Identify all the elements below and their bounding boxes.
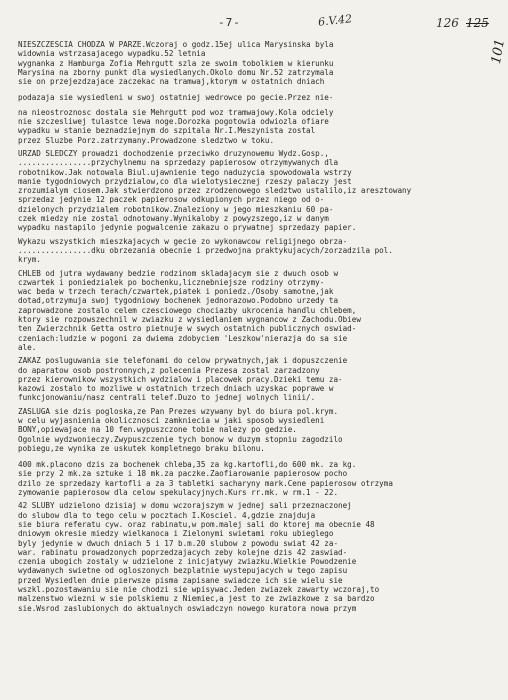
text-line: czenia ubogich zostaly w udzielone z inicjatywy zwiazku.Wielkie Powodzenie — [18, 557, 357, 567]
text-line: sie przy 2 mk.za sztuke i 18 mk.za paczke.Zaofiarowanie papierosow pocho — [18, 469, 348, 479]
paragraph — [18, 40, 470, 86]
text-line: sie.Wsrod zaslubionych do aktualnych oswiadczyn nowego kuratora nowa przym — [18, 603, 357, 613]
text-line: war. rabinatu prowadzonych poprzedzajacych zeby kolejne dzis 42 zaswiad- — [18, 547, 348, 557]
document-body — [18, 40, 470, 613]
text-line: Marysina na zborny punkt dla wysiedlanych.Okolo domu Nr.52 zatrzymala — [18, 67, 334, 77]
text-line: ................przychylnemu na sprzedazy papierosow otrzymywanych dla — [18, 158, 339, 168]
text-line: URZAD SLEDCZY prowadzi dochodzenie przeciwko druzynowemu Wydz.Gosp., — [18, 148, 329, 158]
text-line: wypadku nastapilo jedynie pogwalcenie zakazu o prywatnej sprzedazy papier. — [18, 223, 357, 233]
text-line: do aparatow osob postronnych,z polecenia Prezesa zostal zarzadzony — [18, 365, 320, 375]
text-line: sie biura referatu cyw. oraz rabinatu,w pom.malej sali do ktorej ma obecnie 48 — [18, 519, 375, 529]
paragraph — [18, 501, 470, 613]
paragraph — [18, 356, 470, 402]
handwritten-side-number: 101 — [488, 37, 508, 66]
text-line: czwartek i poniedzialek po bochenku,licznebniejsze rodziny otrzymy- — [18, 277, 325, 287]
paragraph — [18, 460, 470, 497]
text-line: ZASLUGA sie dzis pogloska,ze Pan Prezes wzywany byl do biura pol.krym. — [18, 406, 339, 416]
text-line: nie szczesliwej tulastce lewa noge.Dorozka pogotowia odwiozla ofiare — [18, 117, 329, 127]
text-line: dzilo ze sprzedazy kartofli a za 3 tabletki sacharyny mark.Cene papierosow otrzyma — [18, 478, 393, 488]
text-line: do slubow dla to tego celu w pocztach I.Kosciel. 4,gdzie znajduja — [18, 510, 316, 520]
text-line: krym. — [18, 255, 41, 265]
text-line: manie tygodniowych przydzialow,co dla wielotysiecznej rzeszy palaczy jest — [18, 176, 352, 186]
text-line: przed Wysiedlen dnie pierwsze pisma zapisane swiadcze ich sie wielu sie — [18, 575, 343, 585]
text-line: przez kierownikow wszystkich wydzialow i placowek pracy.Dzieki temu za- — [18, 374, 343, 384]
text-line: pobiegu,ze wynika ze uskutek kompletnego braku bilonu. — [18, 443, 265, 453]
paragraph-gap — [18, 453, 470, 460]
text-line: Wykazu wszystkich mieszkajacych w gecie zo wykonawcow religijnego obrza- — [18, 236, 348, 246]
paragraph — [18, 93, 470, 144]
text-line: wydawanych swietne od ogloszonych bezplatnie wystepujacych w tego zapisu — [18, 566, 348, 576]
text-line: ten Zwierzchnik Getta ostro pietnuje w swych ostatnich publicznych oswiad- — [18, 324, 357, 334]
paragraph — [18, 269, 470, 353]
paragraph — [18, 237, 470, 265]
handwritten-archive-number-crossed: 125 — [466, 16, 489, 30]
text-line: zaprowadzone zostalo celem czesciowego chociazby ukrocenia handlu chlebem, — [18, 305, 357, 315]
text-line: dotad,otrzymuja swoj tygodniowy bochenek jednorazowo.Podobno urzedy ta — [18, 296, 339, 306]
page-number: -7- — [218, 16, 241, 29]
text-line: CHLEB od jutra wydawany bedzie rodzinom skladajacym sie z dwuch osob w — [18, 268, 339, 278]
paragraph — [18, 149, 470, 233]
text-line: NIESZCZESCIA CHODZA W PARZE.Wczoraj o godz.15ej ulica Marysinska byla — [18, 40, 334, 49]
text-line: kazowi zostalo to mozliwe w ostatnich trzech dniach uzyskac poprawe w — [18, 384, 334, 394]
text-line: dniowym okresie miedzy wielkanoca i Zielonymi swietami roku ubieglego — [18, 529, 334, 539]
text-line: BONY,opiewajace na 10 fen.wypuszczone tobie nalezy po gedzie. — [18, 425, 297, 435]
text-line: ZAKAZ posluguwania sie telefonami do celow prywatnych,jak i dopuszczenie — [18, 356, 348, 366]
text-line: przez Sluzbe Porz.zatrzymany.Prowadzone sledztwo w toku. — [18, 135, 275, 145]
text-line: ktory sie rozpowszechnil w zwiazku z wysiedlaniem wygnancow z Zachodu.Obiew — [18, 315, 361, 325]
text-line: czek miedzy nie zostal odnotowany.Wynikaloby z powyzszego,iz w danym — [18, 214, 329, 224]
text-line: widownia wstrzasajacego wypadku.52 letnia — [18, 49, 206, 59]
text-line: wszkl.pozostawaniu sie nie chodzi sie wpisywac.Jeden zwiazek zawarty wczoraj,to — [18, 585, 380, 595]
text-line: zrozumialym ciosem.Jak stwierdzono przez zrodzenowego sledztwo ustalilo,iz aresztowany — [18, 186, 412, 196]
text-line: malzenstwo wiezni w sie polskiemu z Niemiec,a jest to ze zwiazkowe z sa bardzo — [18, 594, 375, 604]
paragraph-gap — [18, 86, 470, 93]
paragraph — [18, 407, 470, 453]
text-line: czeniach:ludzie w pogoni za dwiema zdobyciem 'Leszkow'nierazja do sa sie — [18, 333, 348, 343]
handwritten-archive-number: 126 — [436, 16, 459, 30]
text-line: w celu wyjasnienia okolicznosci zamkniecia w jaki sposob wysiedleni — [18, 415, 325, 425]
text-line: zymowanie papierosow dla celow spekulacyjnych.Kurs rr.mk. w rm.1 - 22. — [18, 488, 339, 498]
text-line: byly jedynie w dwuch dniach 5 i 17 b.m.20 slubow z powodu swiat 42 za- — [18, 538, 339, 548]
text-line: funkcjonowaniu/nasz centrali telef.Duzo to jednej wolnych linii/. — [18, 393, 316, 403]
text-line: sie on przejezdzajace zaczekac na tramwaj,ktorym w ostatnich dniach — [18, 77, 325, 87]
text-line: podazaja sie wysiedleni w swoj ostatniej wedrowce po gecie.Przez nie- — [18, 93, 334, 103]
text-line: dzielonych przydzialem robotnikow.Znaleziony w jego mieszkaniu 60 pa- — [18, 204, 334, 214]
handwritten-date: 6.V.42 — [317, 12, 353, 29]
text-line: ................dku obrzezania obecnie i przedwojna praktykujacych/zorzadzila pol. — [18, 245, 393, 255]
text-line: sprzedaz jedynie 12 paczek papierosow odkupionych przez niego od o- — [18, 195, 325, 205]
text-line: wygnanka z Hamburga Zofia Mehrgutt szla ze swoim tobolkiem w kierunku — [18, 58, 334, 68]
text-line: wac beda w trzech terach/czwartek,piatek i poniedz./Osoby samotne,jak — [18, 287, 334, 297]
text-line: 400 mk.placono dzis za bochenek chleba,35 za kg.kartofli,do 600 mk. za kg. — [18, 460, 357, 470]
text-line: ale. — [18, 342, 37, 352]
text-line: 42 SLUBY udzielono dzisiaj w domu wczorajszym w jednej sali przeznaczonej — [18, 501, 352, 511]
text-line: wypadku w stanie beznadziejnym do szpitala Nr.I.Meszynista zostal — [18, 126, 316, 136]
text-line: Ogolnie wydzwonieczy.Zwypuszczenie tych bonow w duzym stopniu zagodzilo — [18, 434, 343, 444]
text-line: robotnikow.Jak notowala Biul.ujawnienie tego naduzycia spowodowala wstrzy — [18, 167, 352, 177]
text-line: na nieostroznosc dostala sie Mehrgutt pod woz tramwajowy.Kola odciely — [18, 107, 334, 117]
